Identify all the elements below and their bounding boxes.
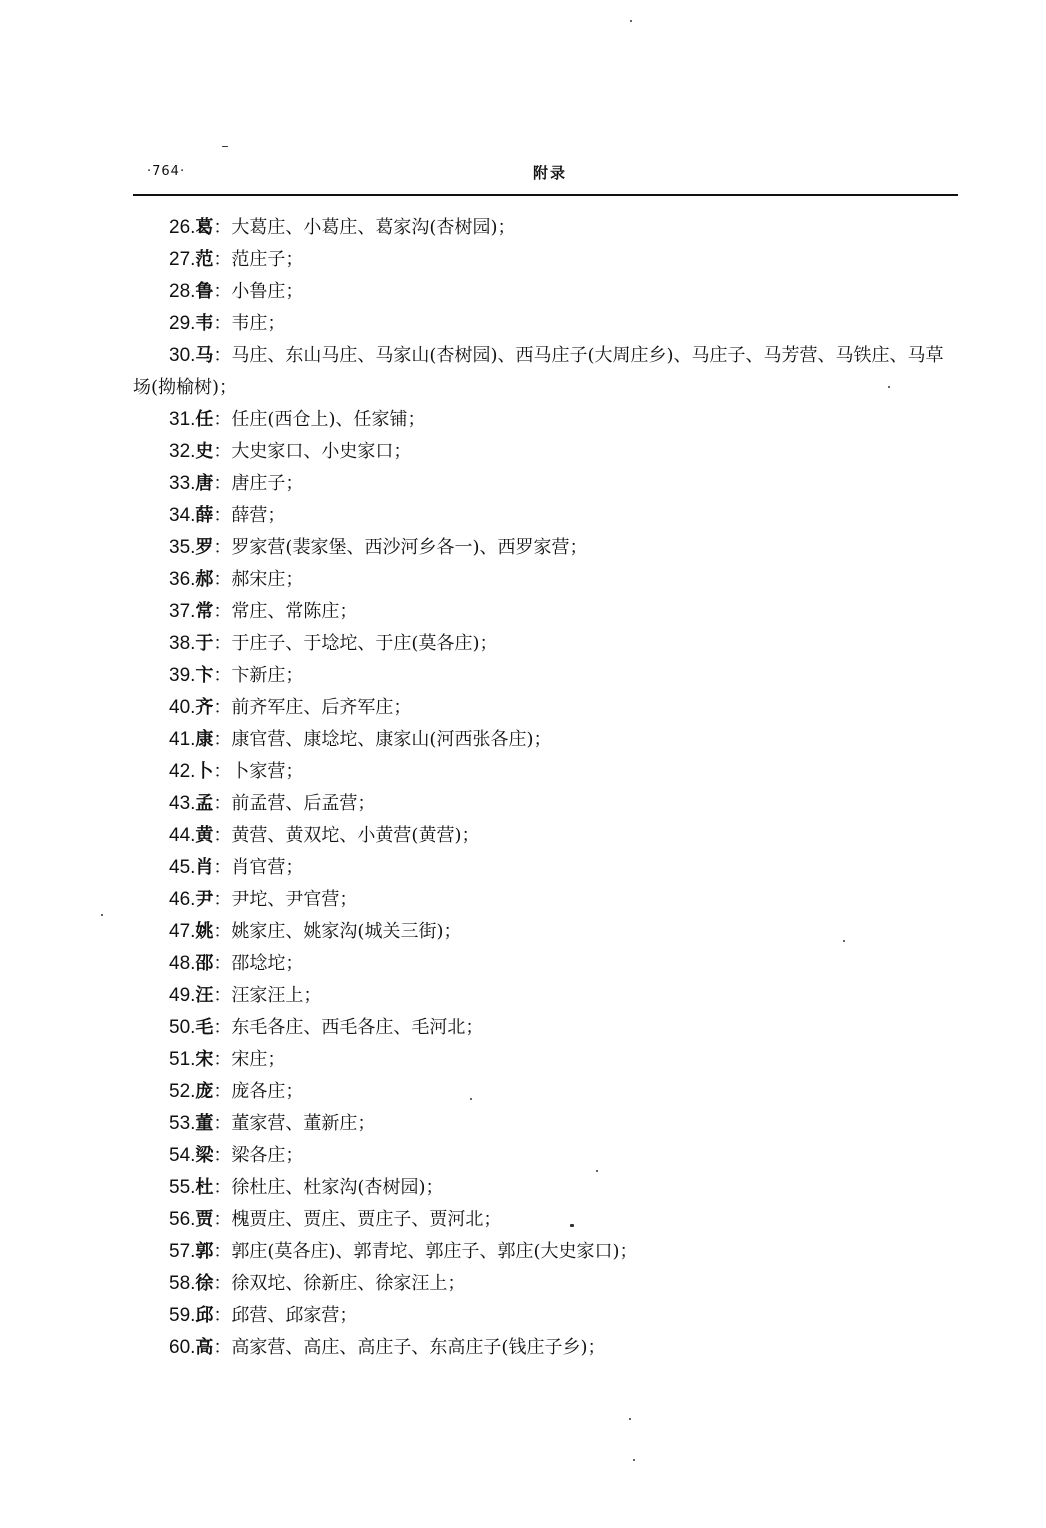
entry-places: ：高家营、高庄、高庄子、东高庄子(钱庄子乡)； xyxy=(213,1337,606,1358)
list-item xyxy=(133,852,958,884)
list-item xyxy=(133,532,958,564)
entry-surname: 史 xyxy=(195,441,214,462)
entry-surname: 任 xyxy=(195,409,214,430)
entry-surname: 高 xyxy=(195,1337,214,1358)
entry-number: 39. xyxy=(169,665,196,686)
entry-number: 43. xyxy=(169,793,196,814)
entry-places: ：前孟营、后孟营； xyxy=(213,793,376,814)
entry-places: ：于庄子、于埝坨、于庄(莫各庄)； xyxy=(213,633,498,654)
list-item xyxy=(133,500,958,532)
entry-places: ：汪家汪上； xyxy=(213,985,322,1006)
list-item xyxy=(133,948,958,980)
entry-number: 29. xyxy=(169,313,196,334)
list-item xyxy=(133,244,958,276)
entry-surname: 汪 xyxy=(195,985,214,1006)
entry-places: ：姚家庄、姚家沟(城关三街)； xyxy=(213,921,462,942)
entry-number: 60. xyxy=(169,1337,196,1358)
entry-number: 31. xyxy=(169,409,196,430)
list-item xyxy=(133,468,958,500)
list-item xyxy=(133,756,958,788)
entry-number: 41. xyxy=(169,729,196,750)
list-item xyxy=(133,1300,958,1332)
list-item xyxy=(133,308,958,340)
entry-surname: 邵 xyxy=(195,953,214,974)
entry-surname: 马 xyxy=(195,345,214,366)
entry-places: ：卞新庄； xyxy=(213,665,304,686)
list-item xyxy=(133,1076,958,1108)
entry-surname: 罗 xyxy=(195,537,214,558)
list-item xyxy=(133,596,958,628)
entry-places: ：韦庄； xyxy=(213,313,286,334)
scan-speck xyxy=(470,1098,472,1100)
entry-places: ：前齐军庄、后齐军庄； xyxy=(213,697,412,718)
scan-speck xyxy=(629,1418,631,1420)
entry-surname: 梁 xyxy=(195,1145,214,1166)
entry-places: ：尹坨、尹官营； xyxy=(213,889,358,910)
entry-number: 53. xyxy=(169,1113,196,1134)
entry-places: ：郭庄(莫各庄)、郭青坨、郭庄子、郭庄(大史家口)； xyxy=(213,1241,638,1262)
entry-surname: 郝 xyxy=(195,569,214,590)
scan-speck xyxy=(570,1224,574,1227)
list-item xyxy=(133,916,958,948)
entry-surname: 徐 xyxy=(195,1273,214,1294)
entry-surname: 齐 xyxy=(195,697,214,718)
entry-surname: 邱 xyxy=(195,1305,214,1326)
entry-number: 58. xyxy=(169,1273,196,1294)
list-item xyxy=(133,212,958,244)
entry-places: ：任庄(西仓上)、任家铺； xyxy=(213,409,426,430)
entry-number: 47. xyxy=(169,921,196,942)
scan-speck xyxy=(630,20,632,22)
entry-surname: 薛 xyxy=(195,505,214,526)
entry-places: ：宋庄； xyxy=(213,1049,286,1070)
entry-places: ：唐庄子； xyxy=(213,473,304,494)
entry-number: 46. xyxy=(169,889,196,910)
entry-number: 48. xyxy=(169,953,196,974)
entry-surname: 范 xyxy=(195,249,214,270)
entry-surname: 葛 xyxy=(195,217,214,238)
entry-places: ：薛营； xyxy=(213,505,286,526)
entry-number: 28. xyxy=(169,281,196,302)
list-item xyxy=(133,1332,958,1364)
list-item xyxy=(133,884,958,916)
entry-surname: 郭 xyxy=(195,1241,214,1262)
list-item xyxy=(133,628,958,660)
entry-surname: 董 xyxy=(195,1113,214,1134)
entry-number: 26. xyxy=(169,217,196,238)
scan-speck xyxy=(222,146,228,147)
entry-surname: 毛 xyxy=(195,1017,214,1038)
entry-surname: 宋 xyxy=(195,1049,214,1070)
entry-places: ：卜家营； xyxy=(213,761,304,782)
entry-number: 30. xyxy=(169,345,196,366)
scan-speck xyxy=(101,914,103,916)
entry-surname: 鲁 xyxy=(195,281,214,302)
list-item xyxy=(133,436,958,468)
entry-places: ：范庄子； xyxy=(213,249,304,270)
scan-speck xyxy=(633,1459,635,1461)
list-item xyxy=(133,1236,958,1268)
list-item xyxy=(133,340,958,404)
list-item xyxy=(133,660,958,692)
entry-surname: 杜 xyxy=(195,1177,214,1198)
entry-number: 51. xyxy=(169,1049,196,1070)
entry-number: 56. xyxy=(169,1209,196,1230)
entry-surname: 肖 xyxy=(195,857,214,878)
entry-surname: 卞 xyxy=(195,665,214,686)
list-item xyxy=(133,692,958,724)
entry-places: ：罗家营(裴家堡、西沙河乡各一)、西罗家营； xyxy=(213,537,588,558)
page-number: ·764· xyxy=(147,164,186,179)
entry-number: 40. xyxy=(169,697,196,718)
entry-places: ：康官营、康埝坨、康家山(河西张各庄)； xyxy=(213,729,552,750)
list-item xyxy=(133,1268,958,1300)
entry-number: 27. xyxy=(169,249,196,270)
entry-places: ：槐贾庄、贾庄、贾庄子、贾河北； xyxy=(213,1209,502,1230)
entry-places: ：邱营、邱家营； xyxy=(213,1305,358,1326)
entry-places: ：庞各庄； xyxy=(213,1081,304,1102)
entry-places: ：徐杜庄、杜家沟(杏树园)； xyxy=(213,1177,444,1198)
entry-number: 37. xyxy=(169,601,196,622)
list-item xyxy=(133,1012,958,1044)
entry-places: ：邵埝坨； xyxy=(213,953,304,974)
list-item xyxy=(133,788,958,820)
entry-number: 34. xyxy=(169,505,196,526)
entry-surname: 尹 xyxy=(195,889,214,910)
entry-number: 42. xyxy=(169,761,196,782)
list-item xyxy=(133,1172,958,1204)
entry-places: ：董家营、董新庄； xyxy=(213,1113,376,1134)
entry-places: ：徐双坨、徐新庄、徐家汪上； xyxy=(213,1273,466,1294)
list-item xyxy=(133,276,958,308)
list-item xyxy=(133,820,958,852)
entry-number: 49. xyxy=(169,985,196,1006)
entry-number: 35. xyxy=(169,537,196,558)
entry-surname: 韦 xyxy=(195,313,214,334)
entry-places: ：黄营、黄双坨、小黄营(黄营)； xyxy=(213,825,480,846)
entry-surname: 康 xyxy=(195,729,214,750)
list-item xyxy=(133,980,958,1012)
entry-places: ：大史家口、小史家口； xyxy=(213,441,412,462)
entry-places: ：大葛庄、小葛庄、葛家沟(杏树园)； xyxy=(213,217,516,238)
entry-places: ：马庄、东山马庄、马家山(杏树园)、西马庄子(大周庄乡)、马庄子、马芳营、马铁庄、马草场(拗榆树)； xyxy=(133,345,944,398)
list-item xyxy=(133,1044,958,1076)
entry-surname: 贾 xyxy=(195,1209,214,1230)
entry-places: ：小鲁庄； xyxy=(213,281,304,302)
entry-surname: 孟 xyxy=(195,793,214,814)
entry-number: 44. xyxy=(169,825,196,846)
page-header xyxy=(133,160,958,196)
entry-surname: 黄 xyxy=(195,825,214,846)
entry-surname: 常 xyxy=(195,601,214,622)
entry-number: 50. xyxy=(169,1017,196,1038)
list-item xyxy=(133,404,958,436)
scan-speck xyxy=(888,386,890,388)
surname-village-list xyxy=(133,212,958,1364)
entry-places: ：梁各庄； xyxy=(213,1145,304,1166)
entry-surname: 卜 xyxy=(195,761,214,782)
entry-number: 45. xyxy=(169,857,196,878)
scan-speck xyxy=(843,940,845,942)
entry-number: 52. xyxy=(169,1081,196,1102)
entry-surname: 庞 xyxy=(195,1081,214,1102)
entry-surname: 姚 xyxy=(195,921,214,942)
entry-number: 32. xyxy=(169,441,196,462)
entry-number: 33. xyxy=(169,473,196,494)
entry-number: 36. xyxy=(169,569,196,590)
entry-places: ：东毛各庄、西毛各庄、毛河北； xyxy=(213,1017,484,1038)
entry-places: ：常庄、常陈庄； xyxy=(213,601,358,622)
list-item xyxy=(133,724,958,756)
running-title: 附录 xyxy=(533,164,568,182)
entry-number: 55. xyxy=(169,1177,196,1198)
entry-number: 57. xyxy=(169,1241,196,1262)
entry-number: 54. xyxy=(169,1145,196,1166)
entry-number: 38. xyxy=(169,633,196,654)
entry-surname: 于 xyxy=(195,633,214,654)
list-item xyxy=(133,1204,958,1236)
entry-number: 59. xyxy=(169,1305,196,1326)
entry-places: ：肖官营； xyxy=(213,857,304,878)
list-item xyxy=(133,1108,958,1140)
list-item xyxy=(133,1140,958,1172)
entry-surname: 唐 xyxy=(195,473,214,494)
list-item xyxy=(133,564,958,596)
header-rule xyxy=(133,194,958,196)
entry-places: ：郝宋庄； xyxy=(213,569,304,590)
scan-speck xyxy=(596,1170,598,1172)
